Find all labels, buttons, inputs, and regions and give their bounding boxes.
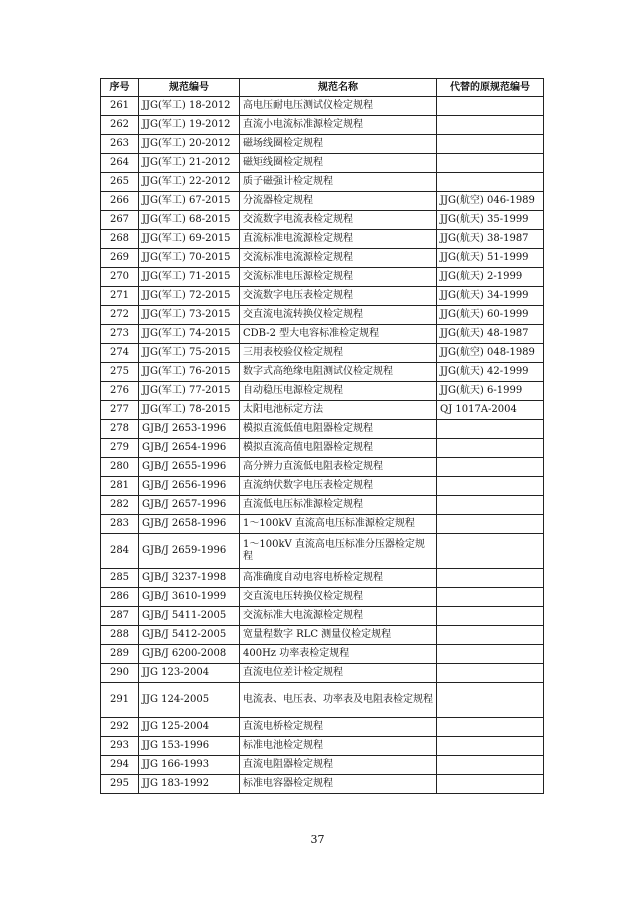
cell-standard-code: JJG(军工) 67-2015 (139, 192, 240, 211)
cell-standard-name: 标准电容器检定规程 (240, 775, 437, 794)
table-row (101, 569, 544, 588)
cell-standard-code: JJG(军工) 22-2012 (139, 173, 240, 192)
table-row (101, 477, 544, 496)
table-row (101, 287, 544, 306)
cell-standard-code: JJG 124-2005 (139, 683, 240, 718)
cell-replaced-code: JJG(航空) 048-1989 (437, 344, 544, 363)
cell-standard-name: 交流标准电压源检定规程 (240, 268, 437, 287)
cell-standard-name: 交流数字电流表检定规程 (240, 211, 437, 230)
cell-replaced-code (437, 458, 544, 477)
cell-serial-no: 265 (101, 173, 139, 192)
cell-standard-name: 直流电阻器检定规程 (240, 756, 437, 775)
cell-standard-code: JJG(军工) 18-2012 (139, 97, 240, 116)
cell-standard-code: JJG(军工) 21-2012 (139, 154, 240, 173)
cell-standard-name: 1～100kV 直流高电压标准源检定规程 (240, 515, 437, 534)
cell-replaced-code: JJG(航天) 48-1987 (437, 325, 544, 344)
cell-standard-code: GJB/J 2655-1996 (139, 458, 240, 477)
cell-standard-name: 交流数字电压表检定规程 (240, 287, 437, 306)
cell-standard-code: GJB/J 6200-2008 (139, 645, 240, 664)
cell-standard-code: GJB/J 5411-2005 (139, 607, 240, 626)
cell-serial-no: 269 (101, 249, 139, 268)
cell-serial-no: 285 (101, 569, 139, 588)
cell-standard-name: 电流表、电压表、功率表及电阻表检定规程 (240, 683, 437, 718)
table-body (101, 97, 544, 794)
table-row (101, 249, 544, 268)
table-row (101, 420, 544, 439)
cell-serial-no: 277 (101, 401, 139, 420)
cell-serial-no: 287 (101, 607, 139, 626)
cell-standard-name: 模拟直流低值电阻器检定规程 (240, 420, 437, 439)
table-row (101, 645, 544, 664)
cell-serial-no: 284 (101, 534, 139, 569)
table-row (101, 401, 544, 420)
cell-serial-no: 291 (101, 683, 139, 718)
cell-replaced-code: JJG(航天) 42-1999 (437, 363, 544, 382)
table-row (101, 588, 544, 607)
cell-standard-code: GJB/J 2659-1996 (139, 534, 240, 569)
cell-serial-no: 288 (101, 626, 139, 645)
cell-replaced-code: JJG(航天) 38-1987 (437, 230, 544, 249)
cell-standard-code: GJB/J 3610-1999 (139, 588, 240, 607)
table-row (101, 154, 544, 173)
cell-standard-name: 磁场线圈检定规程 (240, 135, 437, 154)
cell-standard-code: JJG(军工) 77-2015 (139, 382, 240, 401)
cell-serial-no: 273 (101, 325, 139, 344)
cell-standard-name: CDB-2 型大电容标准检定规程 (240, 325, 437, 344)
cell-serial-no: 276 (101, 382, 139, 401)
header-row (101, 79, 544, 97)
cell-standard-name: 直流标准电流源检定规程 (240, 230, 437, 249)
table-row (101, 173, 544, 192)
cell-serial-no: 274 (101, 344, 139, 363)
cell-replaced-code (437, 477, 544, 496)
cell-standard-name: 直流小电流标准源检定规程 (240, 116, 437, 135)
table-row (101, 534, 544, 569)
cell-standard-name: 高电压耐电压测试仪检定规程 (240, 97, 437, 116)
cell-serial-no: 263 (101, 135, 139, 154)
cell-standard-code: GJB/J 2653-1996 (139, 420, 240, 439)
table-row (101, 607, 544, 626)
cell-standard-code: GJB/J 3237-1998 (139, 569, 240, 588)
cell-standard-code: JJG(军工) 75-2015 (139, 344, 240, 363)
table-row (101, 97, 544, 116)
cell-standard-code: GJB/J 2656-1996 (139, 477, 240, 496)
table-header (101, 79, 544, 97)
cell-replaced-code (437, 737, 544, 756)
cell-replaced-code (437, 97, 544, 116)
cell-serial-no: 294 (101, 756, 139, 775)
table-row (101, 458, 544, 477)
cell-standard-name: 磁矩线圈检定规程 (240, 154, 437, 173)
cell-standard-code: JJG(军工) 71-2015 (139, 268, 240, 287)
cell-serial-no: 278 (101, 420, 139, 439)
cell-replaced-code (437, 718, 544, 737)
cell-replaced-code (437, 496, 544, 515)
cell-replaced-code: JJG(航天) 2-1999 (437, 268, 544, 287)
cell-serial-no: 290 (101, 664, 139, 683)
cell-standard-code: JJG(军工) 69-2015 (139, 230, 240, 249)
cell-serial-no: 262 (101, 116, 139, 135)
cell-replaced-code (437, 534, 544, 569)
cell-serial-no: 266 (101, 192, 139, 211)
table-row (101, 363, 544, 382)
table-row (101, 683, 544, 718)
table-row (101, 626, 544, 645)
cell-replaced-code (437, 756, 544, 775)
cell-serial-no: 292 (101, 718, 139, 737)
cell-standard-code: JJG(军工) 70-2015 (139, 249, 240, 268)
cell-replaced-code (437, 420, 544, 439)
cell-replaced-code (437, 683, 544, 718)
cell-replaced-code (437, 569, 544, 588)
cell-replaced-code (437, 626, 544, 645)
cell-standard-name: 模拟直流高值电阻器检定规程 (240, 439, 437, 458)
cell-standard-name: 交流标准电流源检定规程 (240, 249, 437, 268)
table-row (101, 737, 544, 756)
cell-standard-name: 交流标准大电流源检定规程 (240, 607, 437, 626)
cell-replaced-code (437, 664, 544, 683)
cell-serial-no: 279 (101, 439, 139, 458)
cell-replaced-code: JJG(航天) 51-1999 (437, 249, 544, 268)
table-row (101, 344, 544, 363)
cell-standard-name: 标准电池检定规程 (240, 737, 437, 756)
cell-standard-code: JJG 153-1996 (139, 737, 240, 756)
cell-serial-no: 268 (101, 230, 139, 249)
table-row (101, 515, 544, 534)
cell-serial-no: 267 (101, 211, 139, 230)
cell-replaced-code: JJG(航天) 34-1999 (437, 287, 544, 306)
table-row (101, 116, 544, 135)
table-row (101, 230, 544, 249)
cell-serial-no: 261 (101, 97, 139, 116)
table-row (101, 718, 544, 737)
cell-serial-no: 283 (101, 515, 139, 534)
table-row (101, 382, 544, 401)
cell-replaced-code: JJG(航天) 60-1999 (437, 306, 544, 325)
cell-replaced-code (437, 515, 544, 534)
cell-serial-no: 264 (101, 154, 139, 173)
cell-standard-name: 自动稳压电源检定规程 (240, 382, 437, 401)
cell-serial-no: 281 (101, 477, 139, 496)
cell-standard-code: GJB/J 5412-2005 (139, 626, 240, 645)
cell-standard-name: 宽量程数字 RLC 测量仪检定规程 (240, 626, 437, 645)
cell-standard-code: JJG 183-1992 (139, 775, 240, 794)
cell-replaced-code (437, 439, 544, 458)
cell-serial-no: 272 (101, 306, 139, 325)
cell-standard-name: 高分辨力直流低电阻表检定规程 (240, 458, 437, 477)
cell-standard-code: JJG 125-2004 (139, 718, 240, 737)
cell-serial-no: 286 (101, 588, 139, 607)
cell-standard-code: JJG 123-2004 (139, 664, 240, 683)
cell-replaced-code (437, 135, 544, 154)
table-row (101, 439, 544, 458)
cell-standard-code: GJB/J 2654-1996 (139, 439, 240, 458)
cell-serial-no: 271 (101, 287, 139, 306)
cell-standard-name: 太阳电池标定方法 (240, 401, 437, 420)
cell-replaced-code (437, 154, 544, 173)
cell-serial-no: 270 (101, 268, 139, 287)
cell-serial-no: 293 (101, 737, 139, 756)
cell-standard-name: 三用表校验仪检定规程 (240, 344, 437, 363)
table-row (101, 496, 544, 515)
cell-standard-code: JJG(军工) 76-2015 (139, 363, 240, 382)
cell-standard-name: 交直流电流转换仪检定规程 (240, 306, 437, 325)
table-row (101, 192, 544, 211)
cell-standard-code: JJG(军工) 73-2015 (139, 306, 240, 325)
cell-standard-code: JJG(军工) 72-2015 (139, 287, 240, 306)
page-number: 37 (310, 833, 325, 846)
cell-standard-code: JJG 166-1993 (139, 756, 240, 775)
cell-replaced-code: JJG(航空) 046-1989 (437, 192, 544, 211)
table-row (101, 306, 544, 325)
cell-standard-code: JJG(军工) 74-2015 (139, 325, 240, 344)
cell-standard-name: 高准确度自动电容电桥检定规程 (240, 569, 437, 588)
cell-standard-name: 1～100kV 直流高电压标准分压器检定规程 (240, 534, 437, 569)
table-row (101, 664, 544, 683)
cell-standard-code: JJG(军工) 19-2012 (139, 116, 240, 135)
cell-standard-code: JJG(军工) 68-2015 (139, 211, 240, 230)
cell-serial-no: 295 (101, 775, 139, 794)
table-row (101, 135, 544, 154)
table-row (101, 756, 544, 775)
cell-standard-name: 直流纳伏数字电压表检定规程 (240, 477, 437, 496)
cell-replaced-code: JJG(航天) 35-1999 (437, 211, 544, 230)
cell-standard-code: GJB/J 2658-1996 (139, 515, 240, 534)
cell-standard-code: JJG(军工) 20-2012 (139, 135, 240, 154)
header-standard-name: 规范名称 (240, 79, 437, 97)
cell-standard-code: JJG(军工) 78-2015 (139, 401, 240, 420)
cell-replaced-code: QJ 1017A-2004 (437, 401, 544, 420)
cell-serial-no: 280 (101, 458, 139, 477)
cell-replaced-code: JJG(航天) 6-1999 (437, 382, 544, 401)
header-standard-code: 规范编号 (139, 79, 240, 97)
standards-table (100, 78, 544, 794)
cell-standard-name: 400Hz 功率表检定规程 (240, 645, 437, 664)
cell-standard-name: 直流电桥检定规程 (240, 718, 437, 737)
cell-serial-no: 275 (101, 363, 139, 382)
table-row (101, 325, 544, 344)
table-row (101, 775, 544, 794)
cell-standard-name: 质子磁强计检定规程 (240, 173, 437, 192)
cell-replaced-code (437, 588, 544, 607)
cell-standard-name: 交直流电压转换仪检定规程 (240, 588, 437, 607)
table-row (101, 268, 544, 287)
cell-serial-no: 282 (101, 496, 139, 515)
cell-standard-name: 数字式高绝缘电阻测试仪检定规程 (240, 363, 437, 382)
table-row (101, 211, 544, 230)
cell-replaced-code (437, 645, 544, 664)
cell-replaced-code (437, 173, 544, 192)
cell-standard-name: 直流低电压标准源检定规程 (240, 496, 437, 515)
cell-replaced-code (437, 775, 544, 794)
cell-standard-code: GJB/J 2657-1996 (139, 496, 240, 515)
cell-standard-name: 分流器检定规程 (240, 192, 437, 211)
header-serial-no: 序号 (101, 79, 139, 97)
cell-standard-name: 直流电位差计检定规程 (240, 664, 437, 683)
header-replaced-code: 代替的原规范编号 (437, 79, 544, 97)
cell-replaced-code (437, 607, 544, 626)
cell-replaced-code (437, 116, 544, 135)
cell-serial-no: 289 (101, 645, 139, 664)
